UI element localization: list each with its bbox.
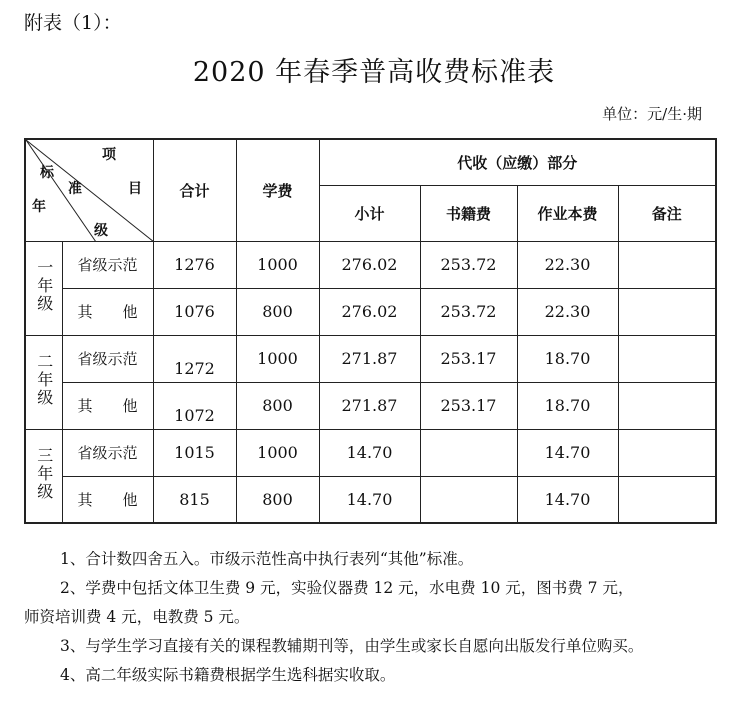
grade-cell <box>25 429 62 523</box>
subtotal-cell: 14.70 <box>319 429 420 476</box>
workbook-cell: 14.70 <box>517 476 618 523</box>
tuition-cell: 1000 <box>236 241 319 288</box>
table-row <box>25 288 716 335</box>
books-cell <box>420 429 517 476</box>
table-row <box>25 382 716 429</box>
remarks-cell <box>618 288 716 335</box>
category-cell: 省级示范 <box>62 429 153 476</box>
total-cell: 1076 <box>153 288 236 335</box>
header-corner-cell <box>25 139 153 241</box>
category-cell: 其 他 <box>62 382 153 429</box>
total-cell: 815 <box>153 476 236 523</box>
note-3: 3、与学生学习直接有关的课程教辅期刊等，由学生或家长自愿向出版发行单位购买。 <box>60 637 644 655</box>
grade-label: 三年级 <box>34 446 54 501</box>
workbook-cell: 18.70 <box>517 382 618 429</box>
header-total: 合计 <box>153 139 236 241</box>
total-cell: 1276 <box>153 241 236 288</box>
corner-label-mu: 目 <box>128 181 142 197</box>
total-cell: 1015 <box>153 429 236 476</box>
table-row <box>25 241 716 288</box>
notes-section <box>24 545 724 690</box>
category-cell: 其 他 <box>62 476 153 523</box>
remarks-cell <box>618 429 716 476</box>
tuition-cell: 1000 <box>236 429 319 476</box>
grade-label: 二年级 <box>34 353 54 407</box>
tuition-cell: 800 <box>236 382 319 429</box>
grade-label: 一年级 <box>34 259 54 313</box>
note-2: 2、学费中包括文体卫生费 9 元，实验仪器费 12 元，水电费 10 元，图书费 7 元， <box>60 579 634 597</box>
table-row <box>25 476 716 523</box>
grade-cell <box>25 241 62 335</box>
corner-label-zhun: 准 <box>68 181 82 197</box>
workbook-cell: 22.30 <box>517 241 618 288</box>
books-cell: 253.17 <box>420 382 517 429</box>
subtotal-cell: 271.87 <box>319 382 420 429</box>
note-1: 1、合计数四舍五入。市级示范性高中执行表列“其他”标准。 <box>60 550 474 568</box>
books-cell <box>420 476 517 523</box>
workbook-cell: 18.70 <box>517 335 618 382</box>
table-row <box>25 429 716 476</box>
books-cell: 253.72 <box>420 241 517 288</box>
books-cell: 253.72 <box>420 288 517 335</box>
workbook-cell: 14.70 <box>517 429 618 476</box>
subtotal-cell: 276.02 <box>319 241 420 288</box>
remarks-cell <box>618 382 716 429</box>
remarks-cell <box>618 476 716 523</box>
header-workbook: 作业本费 <box>517 185 618 241</box>
category-cell: 其 他 <box>62 288 153 335</box>
header-collect-group: 代收（应缴）部分 <box>319 139 716 185</box>
total-cell: 1272 <box>153 335 236 382</box>
tuition-cell: 800 <box>236 288 319 335</box>
subtotal-cell: 14.70 <box>319 476 420 523</box>
appendix-label: 附表（1）： <box>24 12 122 34</box>
tuition-cell: 800 <box>236 476 319 523</box>
subtotal-cell: 276.02 <box>319 288 420 335</box>
total-cell: 1072 <box>153 382 236 429</box>
header-subtotal: 小计 <box>319 185 420 241</box>
page-title: 2020 年春季普高收费标准表 <box>192 57 556 88</box>
note-4: 4、高二年级实际书籍费根据学生选科据实收取。 <box>60 666 396 684</box>
corner-label-ji: 级 <box>94 223 108 239</box>
note-2-continued: 师资培训费 4 元，电教费 5 元。 <box>24 608 250 626</box>
header-books: 书籍费 <box>420 185 517 241</box>
header-remarks: 备注 <box>618 185 716 241</box>
remarks-cell <box>618 335 716 382</box>
unit-label: 单位：元/生·期 <box>602 105 702 123</box>
category-cell: 省级示范 <box>62 241 153 288</box>
corner-label-nian: 年 <box>32 199 46 215</box>
header-tuition: 学费 <box>236 139 319 241</box>
subtotal-cell: 271.87 <box>319 335 420 382</box>
fee-table <box>24 138 717 524</box>
grade-cell <box>25 335 62 429</box>
tuition-cell: 1000 <box>236 335 319 382</box>
workbook-cell: 22.30 <box>517 288 618 335</box>
corner-label-xiang: 项 <box>102 147 116 163</box>
corner-label-biao: 标 <box>40 165 54 181</box>
remarks-cell <box>618 241 716 288</box>
books-cell: 253.17 <box>420 335 517 382</box>
category-cell: 省级示范 <box>62 335 153 382</box>
table-row <box>25 335 716 382</box>
